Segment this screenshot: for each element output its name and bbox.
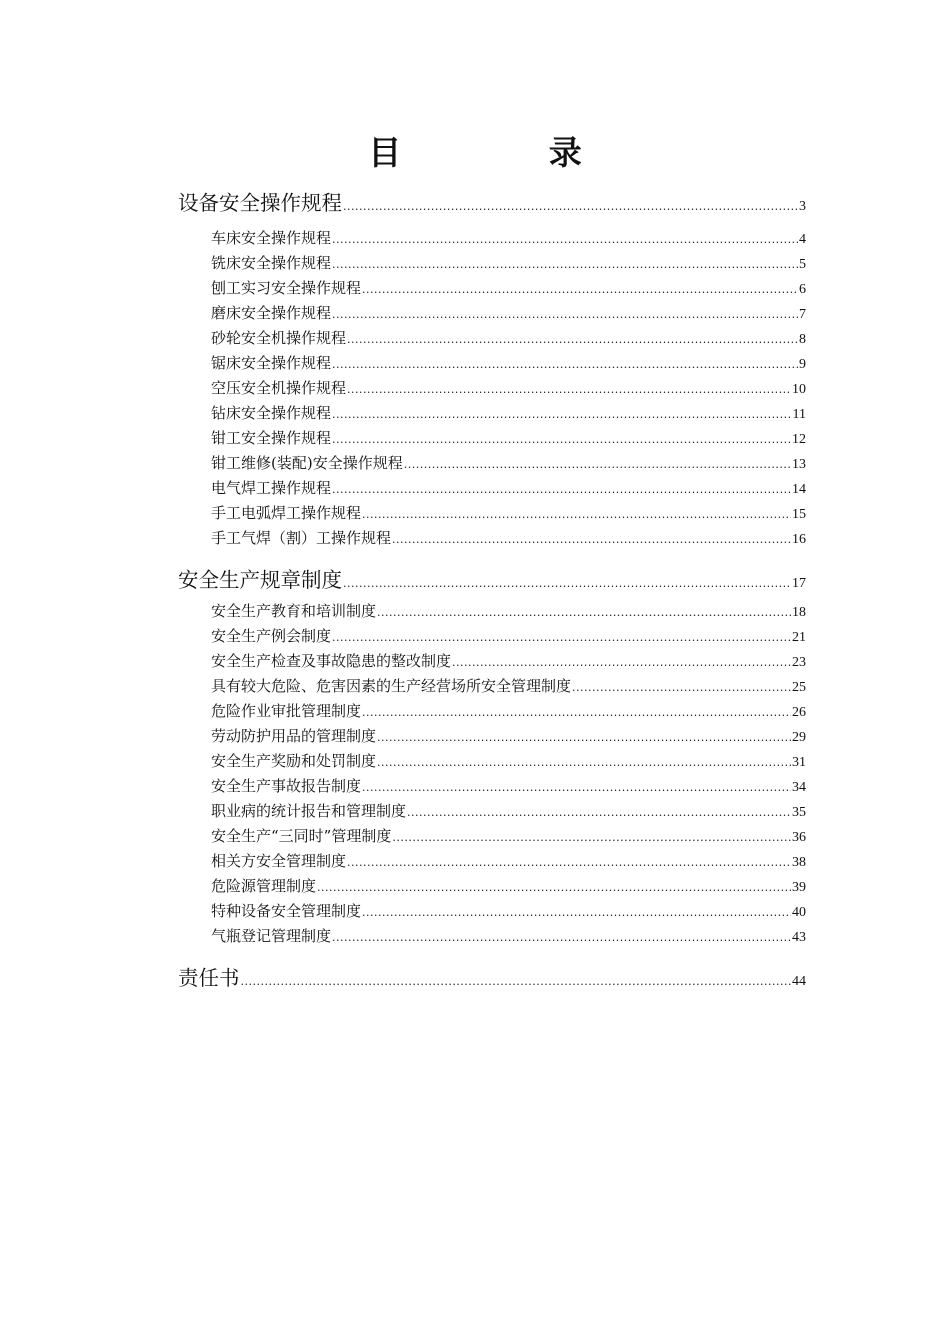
toc-entry-page-number: 29 <box>792 730 806 745</box>
dot-leader <box>332 258 798 271</box>
dot-leader <box>407 806 791 819</box>
dot-leader <box>347 333 798 346</box>
dot-leader <box>452 656 791 669</box>
dot-leader <box>362 283 798 296</box>
toc-section-heading-page-number: 44 <box>792 974 806 989</box>
toc-entry[interactable] <box>211 700 806 721</box>
toc-entry-label: 手工电弧焊工操作规程 <box>211 504 362 522</box>
toc-entry-label: 电气焊工操作规程 <box>211 479 332 497</box>
toc-entry-page-number: 26 <box>792 705 806 720</box>
dot-leader <box>332 631 791 644</box>
dot-leader <box>572 681 791 694</box>
toc-section-heading-label: 责任书 <box>178 966 240 990</box>
toc-entry-page-number: 7 <box>799 307 806 322</box>
toc-entry-label: 钳工安全操作规程 <box>211 429 332 447</box>
toc-entry[interactable] <box>211 650 806 671</box>
toc-entry[interactable] <box>211 377 806 398</box>
toc-entry-page-number: 21 <box>792 630 806 645</box>
toc-entry-label: 安全生产例会制度 <box>211 627 332 645</box>
dot-leader <box>317 881 791 894</box>
toc-entry-label: 安全生产事故报告制度 <box>211 777 362 795</box>
toc-entry-page-number: 15 <box>792 507 806 522</box>
toc-entry-label: 砂轮安全机操作规程 <box>211 329 347 347</box>
toc-entry-page-number: 10 <box>792 382 806 397</box>
toc-entry[interactable] <box>211 352 806 373</box>
toc-entry[interactable] <box>211 825 806 846</box>
dot-leader <box>241 975 792 988</box>
toc-section-heading-label: 设备安全操作规程 <box>178 191 342 215</box>
toc-entry-label: 安全生产教育和培训制度 <box>211 602 377 620</box>
dot-leader <box>362 706 791 719</box>
toc-entry[interactable] <box>211 477 806 498</box>
toc-entry-label: 安全生产奖励和处罚制度 <box>211 752 377 770</box>
toc-entry-page-number: 43 <box>792 930 806 945</box>
dot-leader <box>332 408 792 421</box>
toc-entry[interactable] <box>211 302 806 323</box>
dot-leader <box>347 383 791 396</box>
toc-entry[interactable] <box>211 750 806 771</box>
toc-entry-page-number: 25 <box>792 680 806 695</box>
toc-entry[interactable] <box>211 427 806 448</box>
toc-entry[interactable] <box>211 625 806 646</box>
dot-leader <box>332 483 791 496</box>
toc-entry-label: 职业病的统计报告和管理制度 <box>211 802 407 820</box>
toc-entry-label: 具有较大危险、危害因素的生产经营场所安全管理制度 <box>211 677 572 695</box>
toc-section-heading-page-number: 17 <box>792 576 806 591</box>
dot-leader <box>362 781 791 794</box>
dot-leader <box>332 233 798 246</box>
dot-leader <box>362 906 791 919</box>
toc-entry[interactable] <box>211 675 806 696</box>
toc-entry-page-number: 38 <box>792 855 806 870</box>
toc-section-heading[interactable] <box>178 961 806 991</box>
toc-entry-label: 空压安全机操作规程 <box>211 379 347 397</box>
toc-entry-page-number: 36 <box>792 830 806 845</box>
toc-entry-label: 特种设备安全管理制度 <box>211 902 362 920</box>
toc-entry[interactable] <box>211 227 806 248</box>
dot-leader <box>343 577 791 590</box>
toc-entry[interactable] <box>211 277 806 298</box>
toc-entry-label: 安全生产检查及事故隐患的整改制度 <box>211 652 452 670</box>
toc-title: 目 录 <box>368 133 650 172</box>
toc-entry-page-number: 5 <box>799 257 806 272</box>
dot-leader <box>332 931 791 944</box>
toc-entry[interactable] <box>211 252 806 273</box>
dot-leader <box>392 831 791 844</box>
toc-entry[interactable] <box>211 875 806 896</box>
toc-entry-label: 危险源管理制度 <box>211 877 317 895</box>
toc-entry-page-number: 11 <box>792 407 806 422</box>
dot-leader <box>377 731 791 744</box>
toc-entry-page-number: 14 <box>792 482 806 497</box>
toc-entry-page-number: 4 <box>799 232 806 247</box>
toc-entry[interactable] <box>211 850 806 871</box>
toc-entry-page-number: 6 <box>799 282 806 297</box>
toc-entry-page-number: 40 <box>792 905 806 920</box>
toc-entry-label: 车床安全操作规程 <box>211 229 332 247</box>
toc-entry-page-number: 18 <box>792 605 806 620</box>
toc-entry-label: 钳工维修(装配)安全操作规程 <box>211 454 403 472</box>
toc-entry-label: 手工气焊（割）工操作规程 <box>211 529 392 547</box>
toc-entry[interactable] <box>211 502 806 523</box>
toc-entry[interactable] <box>211 800 806 821</box>
dot-leader <box>347 856 791 869</box>
dot-leader <box>362 508 791 521</box>
toc-entry-label: 相关方安全管理制度 <box>211 852 347 870</box>
toc-entry[interactable] <box>211 452 806 473</box>
toc-entry-label: 危险作业审批管理制度 <box>211 702 362 720</box>
toc-entry-page-number: 13 <box>792 457 806 472</box>
toc-entry-label: 刨工实习安全操作规程 <box>211 279 362 297</box>
toc-entry-page-number: 39 <box>792 880 806 895</box>
toc-entry-page-number: 9 <box>799 357 806 372</box>
dot-leader <box>332 308 798 321</box>
toc-entry-label: 钻床安全操作规程 <box>211 404 332 422</box>
toc-section-heading-page-number: 3 <box>799 199 806 214</box>
toc-entry-label: 锯床安全操作规程 <box>211 354 332 372</box>
toc-entry[interactable] <box>211 925 806 946</box>
toc-entry-label: 气瓶登记管理制度 <box>211 927 332 945</box>
dot-leader <box>377 756 791 769</box>
toc-entry[interactable] <box>211 402 806 423</box>
dot-leader <box>343 200 798 213</box>
dot-leader <box>332 358 798 371</box>
toc-entry[interactable] <box>211 600 806 621</box>
toc-section-heading[interactable] <box>178 563 806 593</box>
toc-entry-page-number: 16 <box>792 532 806 547</box>
toc-entry-page-number: 35 <box>792 805 806 820</box>
toc-entry-page-number: 12 <box>792 432 806 447</box>
toc-entry-label: 劳动防护用品的管理制度 <box>211 727 377 745</box>
toc-entry-page-number: 8 <box>799 332 806 347</box>
toc-entry-page-number: 31 <box>792 755 806 770</box>
toc-section-heading[interactable] <box>178 186 806 216</box>
toc-entry[interactable] <box>211 725 806 746</box>
toc-entry[interactable] <box>211 900 806 921</box>
dot-leader <box>404 458 791 471</box>
toc-entry[interactable] <box>211 775 806 796</box>
dot-leader <box>332 433 791 446</box>
dot-leader <box>377 606 791 619</box>
toc-entry[interactable] <box>211 527 806 548</box>
dot-leader <box>392 533 791 546</box>
toc-entry-page-number: 23 <box>792 655 806 670</box>
toc-entry[interactable] <box>211 327 806 348</box>
toc-entry-label: 安全生产“三同时”管理制度 <box>211 827 392 845</box>
toc-section-heading-label: 安全生产规章制度 <box>178 568 342 592</box>
toc-entry-page-number: 34 <box>792 780 806 795</box>
toc-entry-label: 铣床安全操作规程 <box>211 254 332 272</box>
toc-entry-label: 磨床安全操作规程 <box>211 304 332 322</box>
